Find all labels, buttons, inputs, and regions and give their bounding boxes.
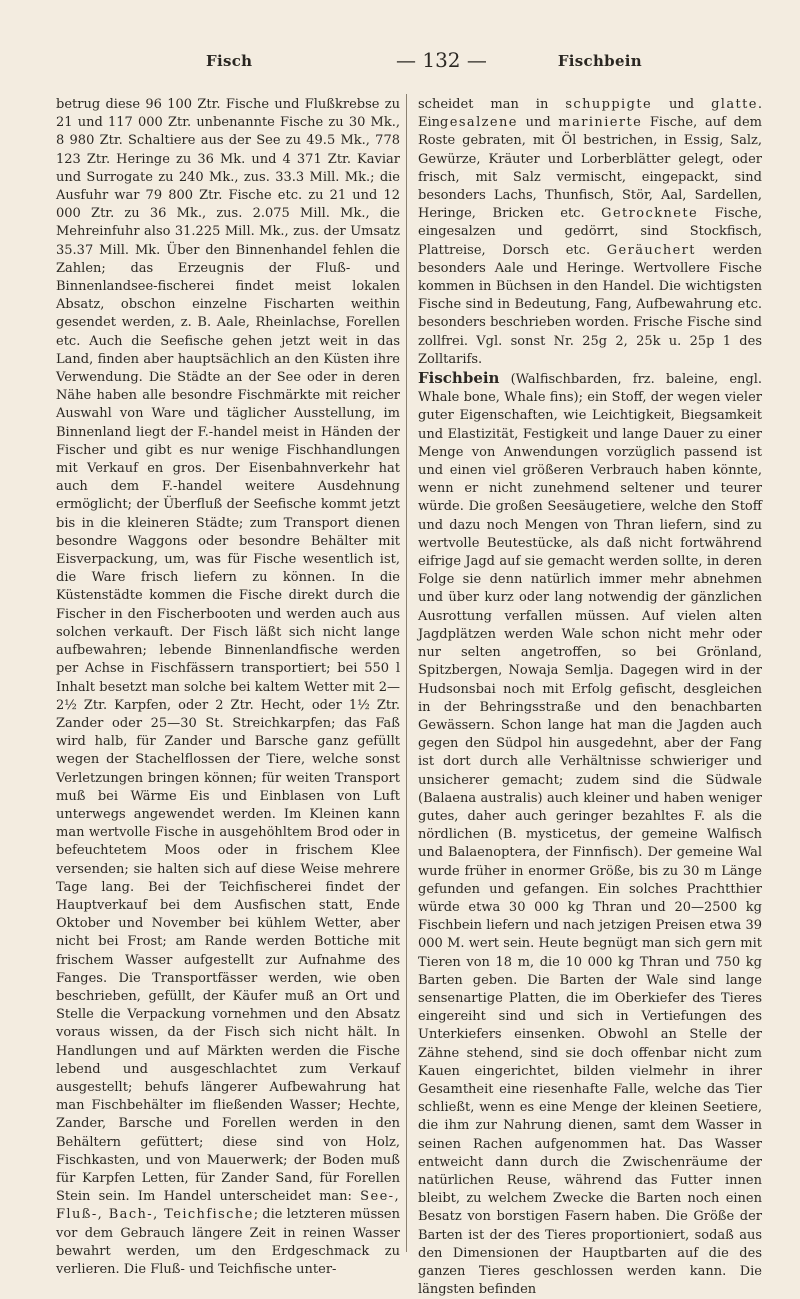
right-spaced-text: marinierte [558, 115, 643, 131]
right-text: werden besonders Aale und Heringe. Wertvollere Fische kommen in Büchsen in den Handel. Die wichtigsten Fische sind in Bedeutung, Fang, Aufbewahrung etc. besonders beschrieben worden. Frische Fische sind zollfrei. Vgl. sonst Nr. 25g 2, 25k u. 25p 1 des Zolltarifs. [418, 242, 762, 367]
left-text-2: ; die letzteren müssen vor dem Gebrauch längere Zeit in reinen Wasser bewahrt werden, um den Erdgeschmack zu verlieren. Die Fluß- und Teichfische unter- [56, 1207, 400, 1277]
right-text: und [517, 115, 559, 131]
running-header [56, 48, 762, 78]
header-right-keyword: Fischbein [557, 52, 642, 70]
right-spaced-text: glatte [711, 97, 758, 112]
right-text: (Walfischbarden, frz. baleine, engl. Whale bone, Whale fins); ein Stoff, der wegen vieler guter Eigenschaften, wie Leichtigkeit, Biegsamkeit und Elastizität, Festigkeit und lange Dauer zu einer Menge von Anwendungen vorzüglich passend ist und einen viel größeren Verbrauch haben könnte, wenn er nicht zunehmend seltener und teurer würde. Die großen Seesäugetiere, welche den Stoff und dazu noch Mengen von Thran liefern, sind zu wertvolle Beutestücke, als daß nicht fortwährend eifrige Jagd auf sie gemacht werden sollte, in deren Folge sie denn natürlich immer mehr abnehmen und über kurz oder lang notwendig der gänzlichen Ausrottung verfallen müssen. Auf vielen alten Jagdplätzen werden Wale schon nicht mehr oder nur selten angetroffen, so bei Grönland, Spitzbergen, Nowaja Semlja. Dagegen wird in der Hudsonsbai noch mit Erfolg gefischt, desgleichen in der Behringsstraße und den benachbarten Gewässern. Schon lange hat man die Jagden auch gegen den Südpol hin ausgedehnt, aber der Fang ist dort durch alle Verhältnisse schwieriger und unsicherer gemacht; zudem sind die Südwale (Balaena australis) auch kleiner und haben weniger gutes, daher auch geringer bezahltes F. als die nördlichen (B. mysticetus, der gemeine Walfisch und Balaenoptera, der Finnfisch). Der gemeine Wal wurde früher in enormer Größe, bis zu 30 m Länge gefunden und gefangen. Ein solches Prachtthier würde etwa 30 000 kg Thran und 20—2500 kg Fischbein liefern und nach jetzigen Preisen etwa 39 000 M. wert sein. Heute begnügt man sich gern mit Tieren von 18 m, die 10 000 kg Thran und 750 kg Barten geben. Die Barten der Wale sind lange sensenartige Platten, die im Oberkiefer des Tieres eingereiht sind und sich in Vertiefungen des Unterkiefers einsenken. Obwohl an Stelle der Zähne stehend, sind sie doch offenbar nicht zum Kauen eingerichtet, bilden vielmehr in ihrer Gesamtheit eine riesenhafte Falle, welche das Tier schließt, wenn es eine Menge der kleinen Seetiere, die ihm zur Nahrung dienen, samt dem Wasser in seinen Rachen aufgenommen hat. Das Wasser entweicht dann durch die Zwischenräume der natürlichen Reuse, während das Futter innen bleibt, zu welchem Zwecke die Barten noch einen Besatz von borstigen Fasern haben. Die Größe der Barten ist der des Tieres proportioniert, sodaß aus den Dimensionen der Hauptbarten auf die des ganzen Tieres geschlossen werden kann. Die längsten befinden [418, 372, 762, 1298]
right-column-paragraph-2 [418, 369, 762, 1299]
page-number: — 132 — [396, 48, 487, 72]
entry-headword: Fischbein [418, 369, 500, 388]
right-spaced-text: Getrocknete [601, 206, 699, 222]
left-column [56, 96, 400, 1279]
header-left-keyword: Fisch [206, 52, 253, 70]
column-divider [406, 94, 407, 1252]
left-column-paragraph [56, 96, 400, 1279]
left-spaced-text: See-, Fluß-, Bach-, Teichfische [56, 1189, 400, 1223]
right-text: Fische, eingesalzen und gedörrt, sind Stockfisch, Plattreise, Dorsch etc. [418, 206, 762, 258]
right-text: und [652, 97, 712, 112]
right-text: . Ein [418, 97, 762, 131]
right-spaced-text: Geräuchert [606, 242, 696, 258]
right-column-paragraph-1 [418, 96, 762, 369]
right-spaced-text: gesalzene [440, 115, 518, 131]
right-column [418, 96, 762, 1299]
right-spaced-text: schuppigte [565, 97, 653, 112]
left-text-1: betrug diese 96 100 Ztr. Fische und Flußkrebse zu 21 und 117 000 Ztr. unbenannte Fische zu 30 Mk., 8 980 Ztr. Schaltiere aus der See zu 49.5 Mk., 778 123 Ztr. Heringe zu 36 Mk. und 4 371 Ztr. Kaviar und Surrogate zu 240 Mk., zus. 33.3 Mill. Mk.; die Ausfuhr war 79 800 Ztr. Fische etc. zu 21 und 12 000 Ztr. zu 36 Mk., zus. 2.075 Mill. Mk., die Mehreinfuhr also 31.225 Mill. Mk., zus. der Umsatz 35.37 Mill. Mk. Über den Binnenhandel fehlen die Zahlen; das Erzeugnis der Fluß- und Binnenlandsee-fischerei findet meist lokalen Absatz, obschon einzelne Fischarten weithin gesendet werden, z. B. Aale, Rheinlachse, Forellen etc. Auch die Seefische gehen jetzt weit in das Land, finden aber hauptsächlich an den Küsten ihre Verwendung. Die Städte an der See oder in deren Nähe haben alle besondre Fischmärkte mit reicher Auswahl von Ware und täglicher Ausstellung, im Binnenland liegt der F.-handel meist in Händen der Fischer und gibt es nur wenige Fischhandlungen mit Verkauf en gros. Der Eisenbahnverkehr hat auch dem F.-handel weitere Ausdehnung ermöglicht; der Überfluß der Seefische kommt jetzt bis in die kleineren Städte; zum Transport dienen besondre Waggons oder besondre Behälter mit Eisverpackung, um, was für Fische wesentlich ist, die Ware frisch liefern zu können. In die Küstenstädte kommen die Fische direkt durch die Fischer in den Fischerbooten und werden auch aus solchen verkauft. Der Fisch läßt sich nicht lange aufbewahren; lebende Binnenlandfische werden per Achse in Fischfässern transportiert; bei 550 l Inhalt besetzt man solche bei kaltem Wetter mit 2—2½ Ztr. Karpfen, oder 2 Ztr. Hecht, oder 1½ Ztr. Zander oder 25—30 St. Streichkarpfen; das Faß wird halb, für Zander und Barsche ganz gefüllt wegen der Stachelflossen der Tiere, welche sonst Verletzungen bringen können; für weiten Transport muß bei Wärme Eis und Einblasen von Luft unterwegs angewendet werden. Im Kleinen kann man wertvolle Fische in ausgehöhltem Brod oder in befeuchtetem Moos oder in frischem Klee versenden; sie halten sich auf diese Weise mehrere Tage lang. Bei der Teichfischerei findet der Hauptverkauf bei dem Ausfischen statt, Ende Oktober und November bei kühlem Wetter, aber nicht bei Frost; am Rande werden Bottiche mit frischem Wasser aufgestellt zur Aufnahme des Fanges. Die Transportfässer werden, wie oben beschrieben, gefüllt, der Käufer muß an Ort und Stelle die Verpackung vornehmen und den Absatz voraus wissen, da der Fisch sich nicht hält. In Handlungen und auf Märkten werden die Fische lebend und ausgeschlachtet zum Verkauf ausgestellt; behufs längerer Aufbewahrung hat man Fischbehälter im fließenden Wasser; Hechte, Zander, Barsche und Forellen werden in den Behältern gefüttert; diese sind von Holz, Fischkasten, und von Mauerwerk; der Boden muß für Karpfen Letten, für Zander Sand, für Forellen Stein sein. Im Handel unterscheidet man: [56, 97, 400, 1205]
right-text: scheidet man in [418, 97, 566, 112]
right-text: Fische, auf dem Roste gebraten, mit Öl bestrichen, in Essig, Salz, Gewürze, Kräuter und Lorberblätter gelegt, oder frisch, mit Salz vermischt, eingepackt, sind besonders Lachs, Thunfisch, Stör, Aal, Sardellen, Heringe, Bricken etc. [418, 115, 762, 222]
